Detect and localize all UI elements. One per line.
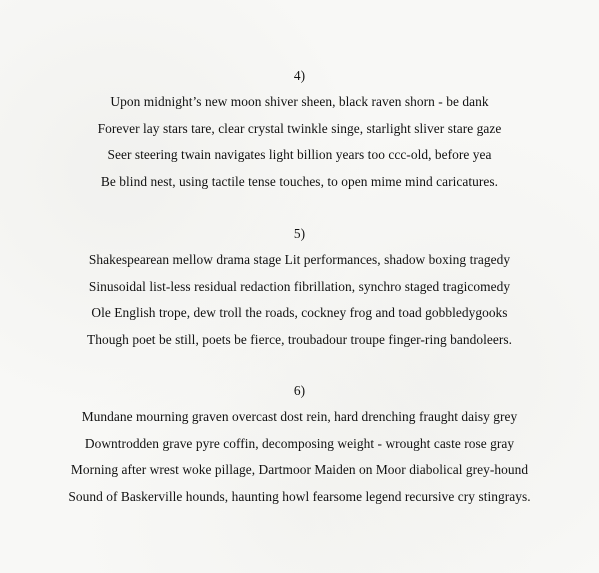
stanza-5: [0, 221, 599, 354]
poem-line: Ole English trope, dew troll the roads, cockney frog and toad gobbledygooks: [91, 305, 508, 321]
poem-line: Be blind nest, using tactile tense touches, to open mime mind caricatures.: [100, 174, 499, 190]
stanza-number: 6): [293, 383, 306, 398]
poem-line: Shakespearean mellow drama stage Lit performances, shadow boxing tragedy: [88, 252, 511, 267]
stanza-4: [0, 63, 599, 196]
poem-line: Seer steering twain navigates light billion years too ccc-old, before yea: [107, 147, 492, 163]
stanza-6: [0, 378, 599, 511]
poem-line: Upon midnight’s new moon shiver sheen, black raven shorn - be dank: [110, 94, 489, 109]
poem-line: Sound of Baskerville hounds, haunting howl fearsome legend recursive cry stingrays.: [68, 489, 531, 505]
poem-line: Sinusoidal list-less residual redaction fibrillation, synchro staged tragicomedy: [88, 278, 511, 294]
stanza-number: 5): [293, 226, 306, 241]
poem-line: Downtrodden grave pyre coffin, decomposing weight - wrought caste rose gray: [84, 435, 515, 451]
stanza-number: 4): [293, 68, 306, 83]
poem-line: Mundane mourning graven overcast dost rein, hard drenching fraught daisy grey: [81, 409, 518, 424]
poem-line: Though poet be still, poets be fierce, troubadour troupe finger-ring bandoleers.: [86, 332, 513, 348]
poem-line: Forever lay stars tare, clear crystal twinkle singe, starlight sliver stare gaze: [97, 120, 502, 136]
poem-line: Morning after wrest woke pillage, Dartmoor Maiden on Moor diabolical grey-hound: [70, 462, 529, 478]
